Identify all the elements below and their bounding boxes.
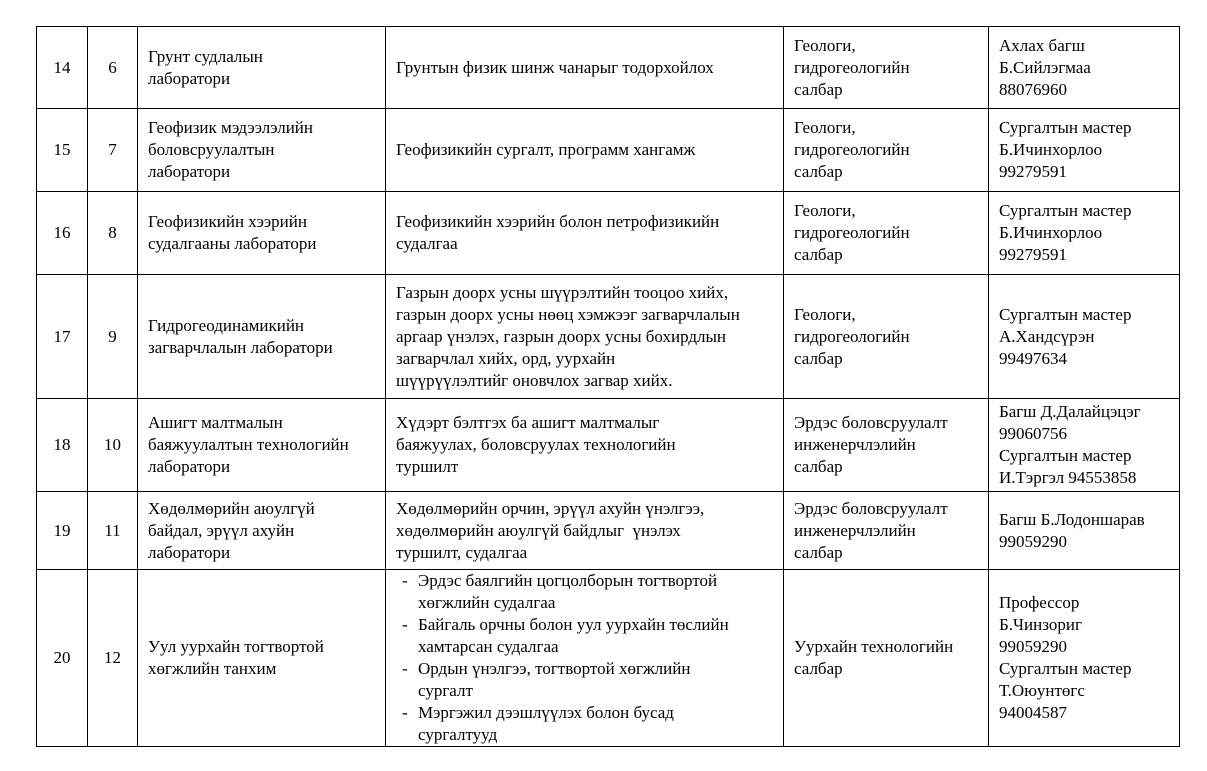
purpose-line: сургалтууд	[418, 725, 498, 744]
contact-line: Т.Оюунтөгс	[999, 681, 1085, 700]
contact-line: 99279591	[999, 162, 1067, 181]
lab-name-line: хөгжлийн танхим	[148, 659, 277, 678]
lab-name-cell	[138, 570, 386, 747]
row-number: 15	[37, 109, 88, 192]
unit-line: салбар	[794, 79, 843, 99]
contact-cell	[989, 192, 1180, 275]
sub-number: 7	[88, 109, 138, 192]
purpose-line: туршилт	[396, 457, 459, 476]
contact-line: 88076960	[999, 79, 1067, 99]
lab-name-line: лаборатори	[148, 542, 231, 562]
unit-line: Эрдэс боловсруулалт	[794, 498, 948, 518]
contact-line: 99059290	[999, 531, 1067, 551]
contact-line: Сургалтын мастер	[999, 446, 1132, 465]
unit-cell	[784, 570, 989, 747]
purpose-line: хөдөлмөрийн аюулгүй байдлыг үнэлэх	[396, 520, 681, 540]
unit-cell	[784, 492, 989, 570]
contact-line: Профессор	[999, 593, 1080, 612]
unit-line: салбар	[794, 162, 843, 181]
purpose-line: туршилт, судалгаа	[396, 542, 528, 562]
lab-name-cell	[138, 399, 386, 492]
lab-name-line: Геофизик мэдээлэлийн	[148, 118, 314, 137]
purpose-line: хөгжлийн судалгаа	[418, 593, 556, 612]
contact-cell	[989, 399, 1180, 492]
purpose-cell	[386, 27, 784, 109]
unit-line: Эрдэс боловсруулалт	[794, 413, 948, 432]
contact-line: Сургалтын мастер	[999, 304, 1132, 324]
purpose-cell	[386, 570, 784, 747]
lab-name-cell	[138, 492, 386, 570]
purpose-cell	[386, 192, 784, 275]
lab-name-line: Гидрогеодинамикийн	[148, 315, 305, 335]
purpose-cell	[386, 492, 784, 570]
unit-cell	[784, 399, 989, 492]
contact-line: Б.Ичинхорлоо	[999, 140, 1103, 159]
contact-cell	[989, 27, 1180, 109]
purpose-line: Хүдэрт бэлтгэх ба ашигт малтмалыг	[396, 413, 660, 432]
purpose-line: загварчлал хийх, орд, уурхайн	[396, 348, 616, 368]
contact-line: И.Тэргэл 94553858	[999, 468, 1137, 487]
sub-number: 11	[88, 492, 138, 570]
unit-line: инженерчлэлийн	[794, 520, 916, 540]
lab-name-line: Ашигт малтмалын	[148, 413, 283, 432]
laboratory-table	[36, 26, 1180, 747]
unit-line: салбар	[794, 245, 843, 264]
purpose-line: газрын доорх усны нөөц хэмжээг загварчлалын	[396, 304, 740, 324]
contact-line: 99279591	[999, 245, 1067, 264]
purpose-line: хамтарсан судалгаа	[418, 637, 559, 656]
unit-line: инженерчлэлийн	[794, 435, 916, 454]
contact-line: Ахлах багш	[999, 35, 1085, 55]
purpose-line: аргаар үнэлэх, газрын доорх усны бохирдлын	[396, 326, 727, 346]
purpose-line: Грунтын физик шинж чанарыг тодорхойлох	[396, 57, 714, 77]
unit-line: Геологи,	[794, 118, 856, 137]
row-number: 18	[37, 399, 88, 492]
lab-name-line: лаборатори	[148, 68, 231, 88]
unit-line: гидрогеологийн	[794, 140, 910, 159]
table-row	[37, 399, 1180, 492]
contact-line: 99059290	[999, 637, 1067, 656]
unit-cell	[784, 192, 989, 275]
unit-line: Геологи,	[794, 304, 856, 324]
unit-line: салбар	[794, 348, 843, 368]
contact-line: Сургалтын мастер	[999, 659, 1132, 678]
contact-cell	[989, 109, 1180, 192]
contact-cell	[989, 492, 1180, 570]
sub-number: 8	[88, 192, 138, 275]
purpose-line: - Мэргэжил дээшлүүлэх болон бусад	[418, 703, 674, 722]
lab-name-line: Геофизикийн хээрийн	[148, 212, 307, 231]
purpose-line: - Байгаль орчны болон уул уурхайн төслийн	[418, 615, 729, 634]
contact-line: Сургалтын мастер	[999, 201, 1132, 220]
purpose-list-item	[418, 570, 773, 614]
unit-line: Геологи,	[794, 201, 856, 220]
unit-line: Уурхайн технологийн	[794, 637, 954, 656]
lab-name-line: загварчлалын лаборатори	[148, 337, 333, 357]
purpose-list-item	[418, 702, 773, 746]
purpose-line: судалгаа	[396, 234, 458, 253]
purpose-list-item	[418, 614, 773, 658]
lab-name-cell	[138, 27, 386, 109]
table-row	[37, 492, 1180, 570]
purpose-line: Газрын доорх усны шүүрэлтийн тооцоо хийх,	[396, 282, 729, 302]
lab-name-line: баяжуулалтын технологийн	[148, 435, 349, 454]
table-row	[37, 570, 1180, 747]
purpose-cell	[386, 109, 784, 192]
contact-line: Б.Ичинхорлоо	[999, 223, 1103, 242]
contact-cell	[989, 275, 1180, 399]
contact-line: Багш Б.Лодоншарав	[999, 509, 1145, 529]
lab-name-line: Хөдөлмөрийн аюулгүй	[148, 498, 315, 518]
purpose-cell	[386, 399, 784, 492]
purpose-cell	[386, 275, 784, 399]
row-number: 14	[37, 27, 88, 109]
unit-cell	[784, 109, 989, 192]
row-number: 17	[37, 275, 88, 399]
purpose-line: сургалт	[418, 681, 473, 700]
purpose-list-item	[418, 658, 773, 702]
lab-name-line: байдал, эрүүл ахуйн	[148, 520, 295, 540]
purpose-line: баяжуулах, боловсруулах технологийн	[396, 435, 676, 454]
unit-line: салбар	[794, 542, 843, 562]
unit-cell	[784, 275, 989, 399]
contact-line: А.Хандсүрэн	[999, 326, 1095, 346]
unit-line: гидрогеологийн	[794, 326, 910, 346]
unit-line: салбар	[794, 659, 843, 678]
lab-name-line: лаборатори	[148, 457, 231, 476]
lab-name-cell	[138, 109, 386, 192]
sub-number: 12	[88, 570, 138, 747]
unit-cell	[784, 27, 989, 109]
contact-line: 99060756	[999, 424, 1067, 443]
sub-number: 6	[88, 27, 138, 109]
purpose-line: Геофизикийн хээрийн болон петрофизикийн	[396, 212, 720, 231]
table-row	[37, 27, 1180, 109]
contact-line: Сургалтын мастер	[999, 118, 1132, 137]
unit-line: Геологи,	[794, 35, 856, 55]
table-row	[37, 109, 1180, 192]
contact-cell	[989, 570, 1180, 747]
purpose-line: - Эрдэс баялгийн цогцолборын тогтвортой	[418, 571, 718, 590]
contact-line: 99497634	[999, 348, 1067, 368]
purpose-line: шүүрүүлэлтийг оновчлох загвар хийх.	[396, 370, 673, 390]
lab-name-line: боловсруулалтын	[148, 140, 275, 159]
contact-line: 94004587	[999, 703, 1067, 722]
purpose-list	[396, 570, 773, 746]
lab-name-cell	[138, 192, 386, 275]
lab-name-line: судалгааны лаборатори	[148, 234, 317, 253]
row-number: 19	[37, 492, 88, 570]
contact-line: Б.Сийлэгмаа	[999, 57, 1091, 77]
lab-name-line: лаборатори	[148, 162, 231, 181]
purpose-line: Геофизикийн сургалт, программ хангамж	[396, 140, 696, 159]
table-row	[37, 275, 1180, 399]
sub-number: 10	[88, 399, 138, 492]
lab-name-line: Грунт судлалын	[148, 46, 263, 66]
purpose-line: Хөдөлмөрийн орчин, эрүүл ахуйн үнэлгээ,	[396, 498, 705, 518]
contact-line: Б.Чинзориг	[999, 615, 1082, 634]
lab-name-cell	[138, 275, 386, 399]
lab-name-line: Уул уурхайн тогтвортой	[148, 637, 324, 656]
table-row	[37, 192, 1180, 275]
unit-line: салбар	[794, 457, 843, 476]
unit-line: гидрогеологийн	[794, 223, 910, 242]
sub-number: 9	[88, 275, 138, 399]
row-number: 20	[37, 570, 88, 747]
contact-line: Багш Д.Далайцэцэг	[999, 402, 1141, 421]
row-number: 16	[37, 192, 88, 275]
unit-line: гидрогеологийн	[794, 57, 910, 77]
purpose-line: - Ордын үнэлгээ, тогтвортой хөгжлийн	[418, 659, 691, 678]
